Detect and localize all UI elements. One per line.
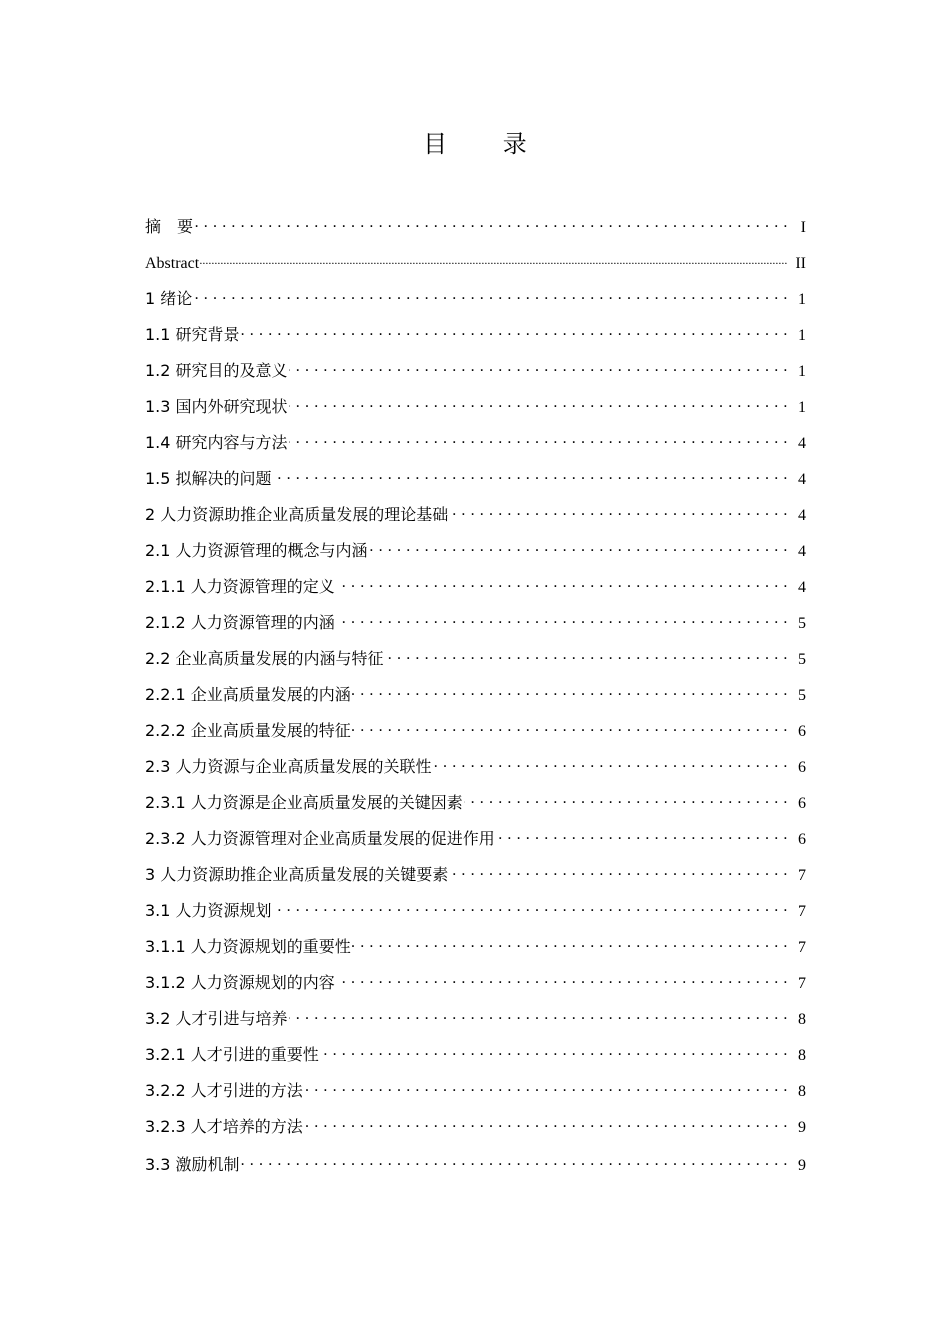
toc-entry[interactable] (145, 1114, 806, 1150)
toc-entry-label: 3.2.2 人才引进的方法 (145, 1081, 303, 1100)
toc-entry-page: 6 (798, 795, 806, 812)
toc-entry-label: 2.2 企业高质量发展的内涵与特征 (145, 649, 384, 668)
toc-entry-label: 3.3 激励机制 (145, 1155, 240, 1174)
toc-entry[interactable] (145, 970, 806, 1006)
toc-entry-page: 8 (798, 1083, 806, 1100)
toc-entry-page: II (795, 255, 806, 272)
dot-leader (193, 286, 788, 304)
dot-leader (352, 718, 788, 736)
dot-leader (369, 538, 788, 556)
dot-leader (385, 646, 788, 664)
toc-title: 目 录 (423, 130, 551, 158)
toc-entry[interactable] (145, 1042, 806, 1078)
toc-entry-label: 1.5 拟解决的问题 (145, 469, 272, 488)
dot-leader (336, 574, 788, 592)
toc-entry-label: 1 绪论 (145, 289, 193, 308)
toc-entry[interactable] (145, 430, 806, 466)
dot-leader (289, 394, 788, 412)
dot-leader (304, 1078, 788, 1096)
toc-entry-label: 3.2 人才引进与培养 (145, 1009, 288, 1028)
toc-entry-label: 2.1 人力资源管理的概念与内涵 (145, 541, 368, 560)
toc-entry-page: 6 (798, 759, 806, 776)
toc-entry-page: 1 (798, 291, 806, 308)
toc-entry[interactable] (145, 754, 806, 790)
toc-entry-label: 3.2.1 人才引进的重要性 (145, 1045, 319, 1064)
toc-entry-label: 3.1.1 人力资源规划的重要性 (145, 937, 351, 956)
toc-entry-label: 3 人力资源助推企业高质量发展的关键要素 (145, 865, 449, 884)
dot-leader (273, 898, 788, 916)
toc-entry-page: I (800, 219, 806, 236)
toc-entry[interactable] (145, 322, 806, 358)
toc-entry-label: Abstract (145, 255, 200, 272)
toc-entry[interactable] (145, 286, 806, 322)
toc-entry[interactable] (145, 394, 806, 430)
toc-entry-page: 7 (798, 867, 806, 884)
dot-leader (241, 1152, 788, 1170)
dot-leader (352, 934, 788, 952)
toc-entry-page: 4 (798, 543, 806, 560)
toc-entry-label: 1.4 研究内容与方法 (145, 433, 288, 452)
toc-entry-page: 4 (798, 507, 806, 524)
toc-entry-page: 7 (798, 975, 806, 992)
toc-entry-label: 3.2.3 人才培养的方法 (145, 1117, 303, 1136)
dot-leader (289, 358, 788, 376)
toc-entry-label: 3.1 人力资源规划 (145, 901, 272, 920)
toc-entry-page: 7 (798, 939, 806, 956)
dot-leader (496, 826, 788, 844)
toc-entry[interactable] (145, 466, 806, 502)
toc-entry-page: 5 (798, 651, 806, 668)
toc-entry-label: 1.1 研究背景 (145, 325, 240, 344)
toc-entry[interactable] (145, 214, 806, 250)
toc-entry-page: 1 (798, 399, 806, 416)
toc-entry-page: 8 (798, 1047, 806, 1064)
toc-entry-page: 4 (798, 471, 806, 488)
table-of-contents (145, 214, 806, 1188)
toc-entry-page: 9 (798, 1157, 806, 1174)
toc-entry[interactable] (145, 934, 806, 970)
toc-entry[interactable] (145, 1152, 806, 1188)
toc-entry-label: 2.1.1 人力资源管理的定义 (145, 577, 335, 596)
dot-leader (449, 862, 788, 880)
toc-entry[interactable] (145, 574, 806, 610)
dot-leader (289, 430, 788, 448)
toc-entry[interactable] (145, 358, 806, 394)
toc-entry[interactable] (145, 538, 806, 574)
toc-entry[interactable] (145, 790, 806, 826)
toc-entry[interactable] (145, 682, 806, 718)
dot-leader (352, 682, 788, 700)
toc-entry[interactable] (145, 250, 806, 286)
toc-entry[interactable] (145, 610, 806, 646)
dot-leader (304, 1114, 788, 1132)
toc-entry-page: 5 (798, 687, 806, 704)
toc-entry-page: 4 (798, 435, 806, 452)
dot-leader (241, 322, 788, 340)
toc-entry-page: 9 (798, 1119, 806, 1136)
toc-entry-page: 1 (798, 363, 806, 380)
toc-entry-label: 2.3 人力资源与企业高质量发展的关联性 (145, 757, 432, 776)
dot-leader (273, 466, 788, 484)
toc-entry-page: 6 (798, 831, 806, 848)
toc-entry[interactable] (145, 718, 806, 754)
dot-leader (449, 502, 788, 520)
toc-entry[interactable] (145, 646, 806, 682)
dot-leader (336, 610, 788, 628)
toc-entry-label: 2.3.1 人力资源是企业高质量发展的关键因素 (145, 793, 463, 812)
toc-entry-label: 1.3 国内外研究现状 (145, 397, 288, 416)
toc-entry-label: 1.2 研究目的及意义 (145, 361, 288, 380)
dot-leader (289, 1006, 788, 1024)
toc-entry-page: 4 (798, 579, 806, 596)
toc-entry-page: 1 (798, 327, 806, 344)
dot-leader (336, 970, 788, 988)
toc-entry-label: 3.1.2 人力资源规划的内容 (145, 973, 335, 992)
toc-entry-page: 5 (798, 615, 806, 632)
dot-leader (433, 754, 788, 772)
toc-entry-page: 6 (798, 723, 806, 740)
toc-entry[interactable] (145, 826, 806, 862)
toc-entry[interactable] (145, 502, 806, 538)
toc-entry-label: 2.1.2 人力资源管理的内涵 (145, 613, 335, 632)
dot-leader (464, 790, 788, 808)
toc-entry-label: 2.2.2 企业高质量发展的特征 (145, 721, 351, 740)
toc-entry-label: 2.3.2 人力资源管理对企业高质量发展的促进作用 (145, 829, 495, 848)
toc-entry-page: 7 (798, 903, 806, 920)
toc-entry[interactable] (145, 862, 806, 898)
toc-entry[interactable] (145, 1078, 806, 1114)
toc-entry[interactable] (145, 1006, 806, 1042)
toc-entry-label: 2 人力资源助推企业高质量发展的理论基础 (145, 505, 449, 524)
toc-entry[interactable] (145, 898, 806, 934)
toc-entry-label: 2.2.1 企业高质量发展的内涵 (145, 685, 351, 704)
toc-entry-label: 摘 要 (145, 217, 194, 236)
dot-leader (200, 250, 787, 268)
dot-leader (320, 1042, 788, 1060)
dot-leader (194, 214, 788, 232)
toc-entry-page: 8 (798, 1011, 806, 1028)
